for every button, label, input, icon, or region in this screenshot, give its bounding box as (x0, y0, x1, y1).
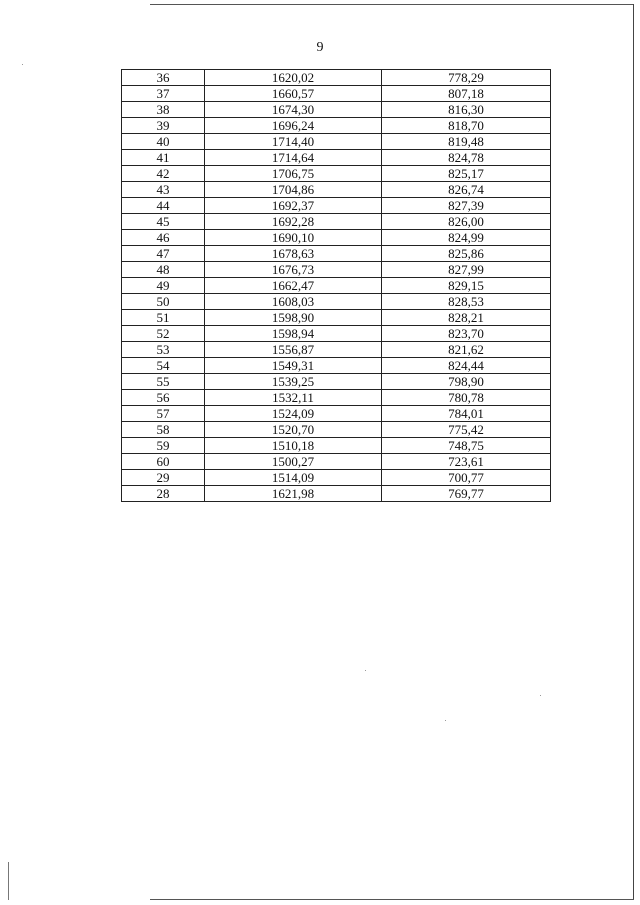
y-coordinate-cell: 829,15 (382, 278, 551, 294)
table-row (122, 326, 551, 342)
x-coordinate-cell: 1662,47 (205, 278, 382, 294)
y-coordinate-cell: 824,99 (382, 230, 551, 246)
page-number: 9 (316, 40, 324, 55)
table-row (122, 422, 551, 438)
y-coordinate-cell: 780,78 (382, 390, 551, 406)
x-coordinate-cell: 1704,86 (205, 182, 382, 198)
y-coordinate-cell: 827,39 (382, 198, 551, 214)
x-coordinate-cell: 1674,30 (205, 102, 382, 118)
point-number-cell: 36 (122, 70, 205, 86)
x-coordinate-cell: 1549,31 (205, 358, 382, 374)
table-row (122, 390, 551, 406)
point-number-cell: 59 (122, 438, 205, 454)
y-coordinate-cell: 784,01 (382, 406, 551, 422)
x-coordinate-cell: 1706,75 (205, 166, 382, 182)
y-coordinate-cell: 748,75 (382, 438, 551, 454)
y-coordinate-cell: 828,53 (382, 294, 551, 310)
table-row (122, 86, 551, 102)
table-row (122, 486, 551, 502)
table-row (122, 230, 551, 246)
x-coordinate-cell: 1510,18 (205, 438, 382, 454)
y-coordinate-cell: 826,00 (382, 214, 551, 230)
point-number-cell: 37 (122, 86, 205, 102)
y-coordinate-cell: 769,77 (382, 486, 551, 502)
table-row (122, 118, 551, 134)
x-coordinate-cell: 1620,02 (205, 70, 382, 86)
point-number-cell: 51 (122, 310, 205, 326)
point-number-cell: 45 (122, 214, 205, 230)
x-coordinate-cell: 1524,09 (205, 406, 382, 422)
x-coordinate-cell: 1714,64 (205, 150, 382, 166)
table-row (122, 374, 551, 390)
point-number-cell: 44 (122, 198, 205, 214)
point-number-cell: 56 (122, 390, 205, 406)
point-number-cell: 55 (122, 374, 205, 390)
y-coordinate-cell: 798,90 (382, 374, 551, 390)
x-coordinate-cell: 1514,09 (205, 470, 382, 486)
x-coordinate-cell: 1690,10 (205, 230, 382, 246)
y-coordinate-cell: 807,18 (382, 86, 551, 102)
table-row (122, 102, 551, 118)
point-number-cell: 42 (122, 166, 205, 182)
x-coordinate-cell: 1621,98 (205, 486, 382, 502)
y-coordinate-cell: 778,29 (382, 70, 551, 86)
point-number-cell: 50 (122, 294, 205, 310)
y-coordinate-cell: 723,61 (382, 454, 551, 470)
table-row (122, 134, 551, 150)
x-coordinate-cell: 1539,25 (205, 374, 382, 390)
table-row (122, 166, 551, 182)
point-number-cell: 54 (122, 358, 205, 374)
x-coordinate-cell: 1608,03 (205, 294, 382, 310)
y-coordinate-cell: 827,99 (382, 262, 551, 278)
y-coordinate-cell: 819,48 (382, 134, 551, 150)
y-coordinate-cell: 824,78 (382, 150, 551, 166)
scan-edge-top (150, 4, 634, 5)
table-row (122, 246, 551, 262)
y-coordinate-cell: 826,74 (382, 182, 551, 198)
y-coordinate-cell: 816,30 (382, 102, 551, 118)
x-coordinate-cell: 1692,28 (205, 214, 382, 230)
table-row (122, 278, 551, 294)
x-coordinate-cell: 1692,37 (205, 198, 382, 214)
point-number-cell: 40 (122, 134, 205, 150)
table-row (122, 406, 551, 422)
point-number-cell: 28 (122, 486, 205, 502)
point-number-cell: 58 (122, 422, 205, 438)
x-coordinate-cell: 1500,27 (205, 454, 382, 470)
x-coordinate-cell: 1676,73 (205, 262, 382, 278)
table-row (122, 214, 551, 230)
y-coordinate-cell: 825,17 (382, 166, 551, 182)
table-row (122, 470, 551, 486)
scan-speck (365, 670, 366, 671)
table-row (122, 454, 551, 470)
x-coordinate-cell: 1598,94 (205, 326, 382, 342)
x-coordinate-cell: 1678,63 (205, 246, 382, 262)
table-row (122, 198, 551, 214)
scan-edge-bottom (150, 899, 634, 900)
table-row (122, 342, 551, 358)
point-number-cell: 29 (122, 470, 205, 486)
table-row (122, 70, 551, 86)
table-row (122, 150, 551, 166)
table-row (122, 182, 551, 198)
point-number-cell: 41 (122, 150, 205, 166)
table-row (122, 358, 551, 374)
point-number-cell: 49 (122, 278, 205, 294)
table-row (122, 438, 551, 454)
scan-edge-right (633, 4, 634, 900)
y-coordinate-cell: 821,62 (382, 342, 551, 358)
point-number-cell: 53 (122, 342, 205, 358)
x-coordinate-cell: 1520,70 (205, 422, 382, 438)
coordinates-table (121, 69, 551, 502)
y-coordinate-cell: 818,70 (382, 118, 551, 134)
x-coordinate-cell: 1660,57 (205, 86, 382, 102)
y-coordinate-cell: 775,42 (382, 422, 551, 438)
y-coordinate-cell: 825,86 (382, 246, 551, 262)
table-row (122, 310, 551, 326)
x-coordinate-cell: 1598,90 (205, 310, 382, 326)
point-number-cell: 46 (122, 230, 205, 246)
table-row (122, 294, 551, 310)
y-coordinate-cell: 824,44 (382, 358, 551, 374)
point-number-cell: 48 (122, 262, 205, 278)
point-number-cell: 43 (122, 182, 205, 198)
point-number-cell: 47 (122, 246, 205, 262)
point-number-cell: 60 (122, 454, 205, 470)
point-number-cell: 52 (122, 326, 205, 342)
y-coordinate-cell: 700,77 (382, 470, 551, 486)
scan-speck (540, 695, 541, 696)
table-row (122, 262, 551, 278)
x-coordinate-cell: 1556,87 (205, 342, 382, 358)
point-number-cell: 39 (122, 118, 205, 134)
point-number-cell: 57 (122, 406, 205, 422)
scan-speck (22, 64, 23, 65)
x-coordinate-cell: 1532,11 (205, 390, 382, 406)
x-coordinate-cell: 1696,24 (205, 118, 382, 134)
coordinates-table-body (122, 70, 551, 502)
y-coordinate-cell: 828,21 (382, 310, 551, 326)
point-number-cell: 38 (122, 102, 205, 118)
scan-speck (445, 720, 446, 721)
scan-edge-left (8, 862, 9, 900)
y-coordinate-cell: 823,70 (382, 326, 551, 342)
x-coordinate-cell: 1714,40 (205, 134, 382, 150)
